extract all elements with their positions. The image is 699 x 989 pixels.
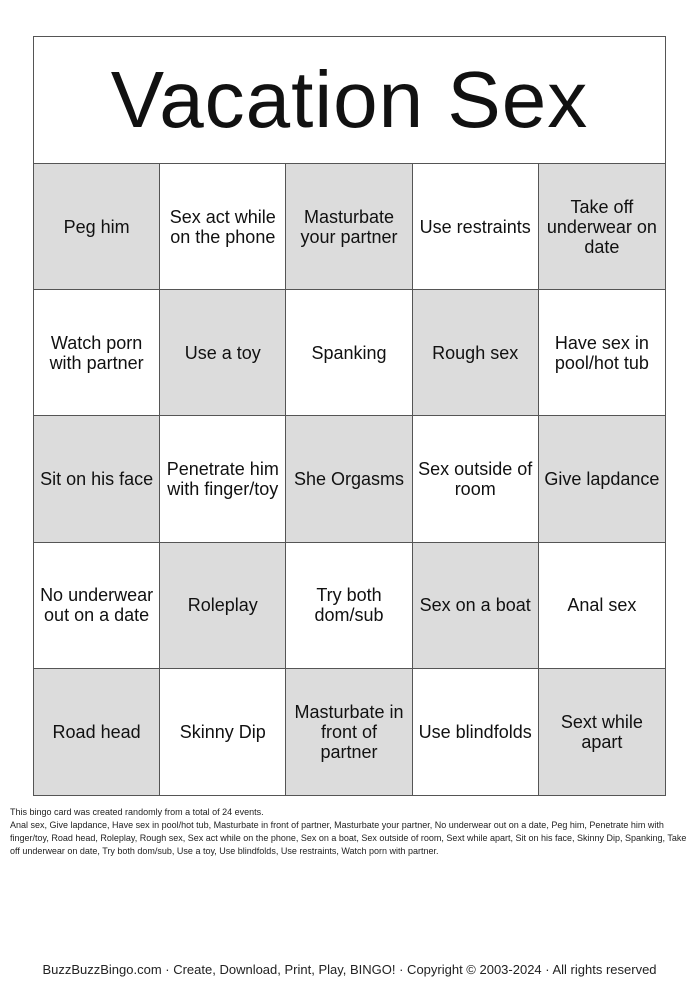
bingo-cell: Take off underwear on date	[539, 164, 665, 290]
bingo-cell: Use blindfolds	[413, 669, 539, 795]
note-events-list: Anal sex, Give lapdance, Have sex in pool/hot tub, Masturbate in front of partner, Masturbate your partner, No underwear out on a date, Peg him, Penetrate him with finger/toy, Road head, Roleplay, Rough sex, Sex act while on the phone, Sex on a boat, Sex outside of room, Sext while apart, Sit on his face, Skinny Dip, Spanking, Take off underwear on date, Try both dom/sub, Use a toy, Use blindfolds, Use restraints, Watch porn with partner.	[10, 820, 687, 856]
bingo-card	[33, 36, 666, 796]
bingo-cell: Skinny Dip	[160, 669, 286, 795]
bingo-cell: Peg him	[34, 164, 160, 290]
bingo-grid	[34, 164, 665, 795]
title-row	[34, 37, 665, 164]
bingo-cell: Sex outside of room	[413, 416, 539, 542]
bingo-cell: Rough sex	[413, 290, 539, 416]
bingo-cell: Sext while apart	[539, 669, 665, 795]
bingo-cell: Sex act while on the phone	[160, 164, 286, 290]
bingo-cell: Use a toy	[160, 290, 286, 416]
bingo-cell: Roleplay	[160, 543, 286, 669]
bingo-cell: Penetrate him with finger/toy	[160, 416, 286, 542]
bingo-cell: Use restraints	[413, 164, 539, 290]
bingo-cell: Watch porn with partner	[34, 290, 160, 416]
bingo-cell: Give lapdance	[539, 416, 665, 542]
bingo-cell: Spanking	[286, 290, 412, 416]
bingo-cell: Masturbate in front of partner	[286, 669, 412, 795]
card-title: Vacation Sex	[110, 55, 589, 144]
bingo-cell: Masturbate your partner	[286, 164, 412, 290]
bingo-cell: No underwear out on a date	[34, 543, 160, 669]
footer-copyright: BuzzBuzzBingo.com · Create, Download, Print, Play, BINGO! · Copyright © 2003-2024 · All rights reserved	[42, 962, 657, 977]
bingo-cell: She Orgasms	[286, 416, 412, 542]
bingo-cell: Sex on a boat	[413, 543, 539, 669]
bingo-cell: Anal sex	[539, 543, 665, 669]
bingo-cell: Try both dom/sub	[286, 543, 412, 669]
note-intro: This bingo card was created randomly from a total of 24 events.	[10, 807, 264, 817]
bingo-cell: Sit on his face	[34, 416, 160, 542]
description-note	[10, 806, 690, 858]
bingo-cell: Have sex in pool/hot tub	[539, 290, 665, 416]
bingo-cell: Road head	[34, 669, 160, 795]
